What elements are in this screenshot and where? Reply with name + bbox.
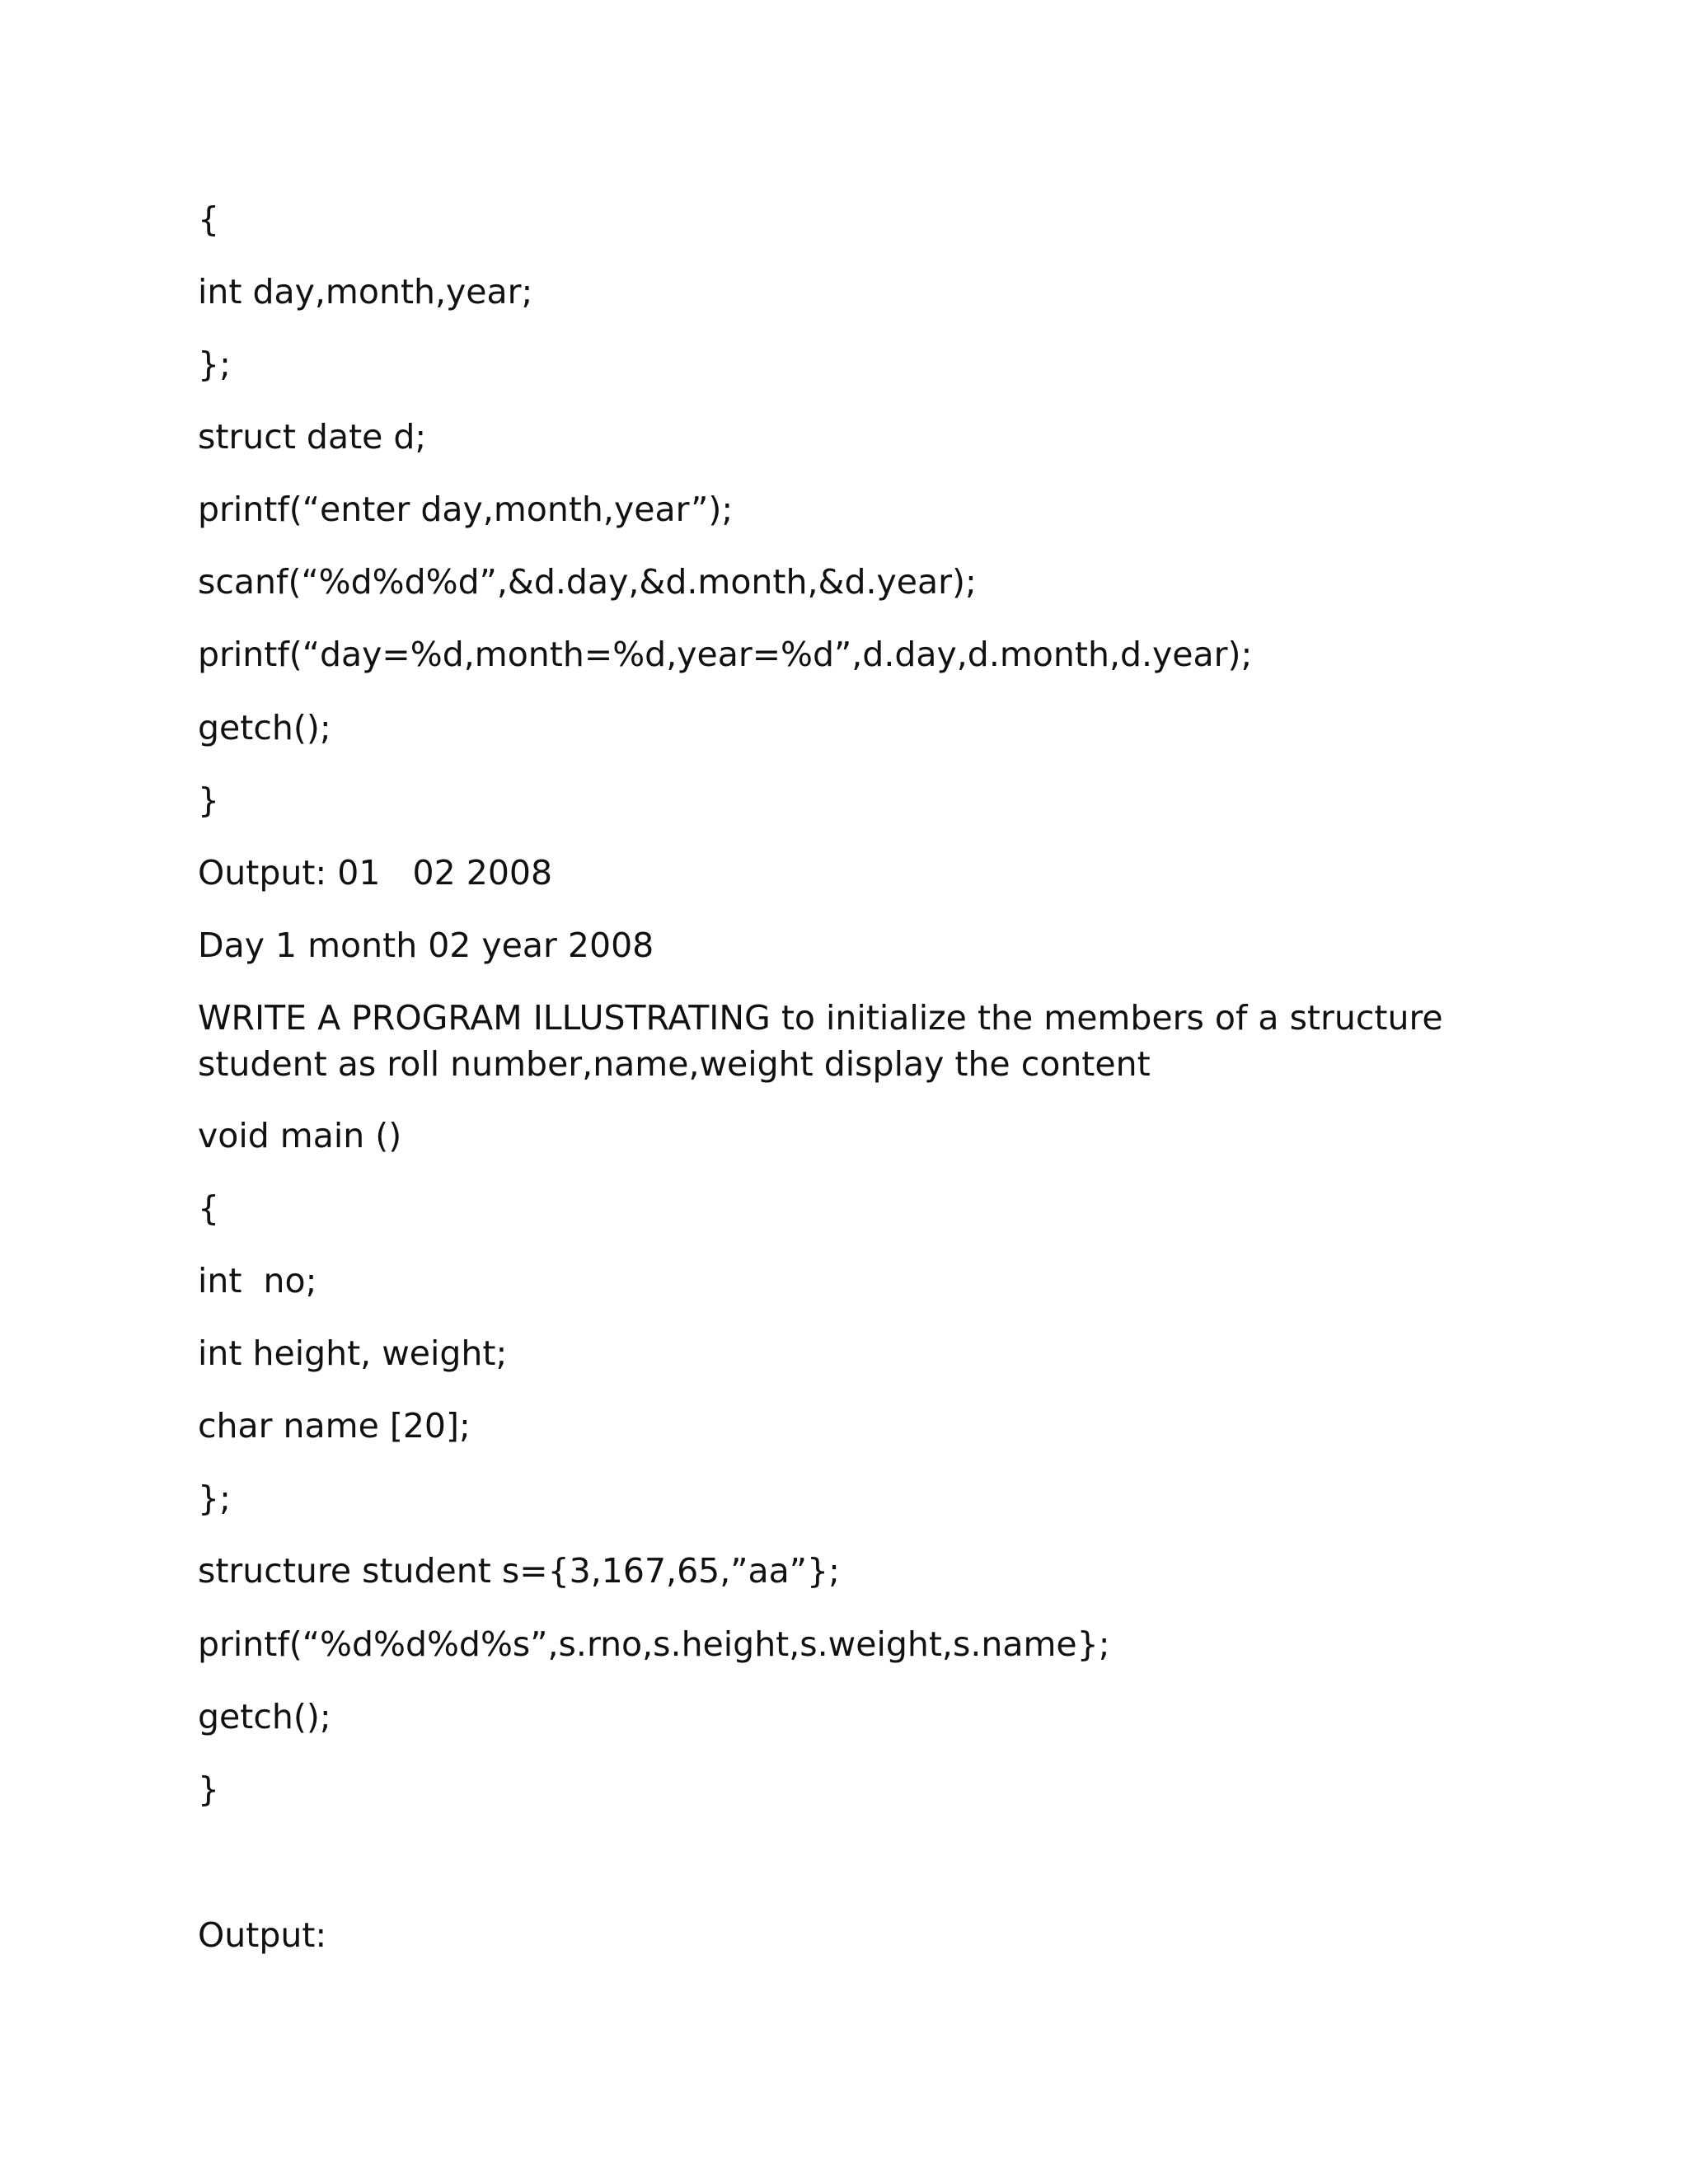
code-line-struct-init: structure student s={3,167,65,”aa”}; [198, 1551, 840, 1591]
code-line-open-brace-2: { [198, 1188, 220, 1228]
output-line-input: Output: 01 02 2008 [198, 853, 553, 893]
code-line-char-name: char name [20]; [198, 1406, 471, 1446]
code-line-scanf: scanf(“%d%d%d”,&d.day,&d.month,&d.year); [198, 562, 977, 602]
code-line-int-no: int no; [198, 1261, 317, 1301]
program-heading: WRITE A PROGRAM ILLUSTRATING to initialize the members of a structure student as roll number,name,weight display the content [198, 998, 1443, 1084]
code-line-open-brace: { [198, 199, 220, 239]
code-line-int-height-weight: int height, weight; [198, 1333, 508, 1373]
code-line-struct-var: struct date d; [198, 417, 427, 457]
code-line-printf-result: printf(“day=%d,month=%d,year=%d”,d.day,d.month,d.year); [198, 635, 1253, 674]
output-label: Output: [198, 1915, 327, 1955]
code-line-getch: getch(); [198, 708, 331, 748]
code-line-printf-student: printf(“%d%d%d%s”,s.rno,s.height,s.weight,s.name}; [198, 1624, 1110, 1664]
code-line-printf-prompt: printf(“enter day,month,year”); [198, 490, 734, 529]
code-line-void-main: void main () [198, 1116, 402, 1155]
code-line-close-struct-2: }; [198, 1479, 231, 1518]
code-line-close-struct: }; [198, 344, 231, 384]
code-line-int-decl: int day,month,year; [198, 272, 533, 312]
output-line-result: Day 1 month 02 year 2008 [198, 926, 654, 965]
code-line-close-brace-2: } [198, 1769, 220, 1809]
code-line-getch-2: getch(); [198, 1697, 331, 1736]
code-line-close-brace: } [198, 780, 220, 820]
